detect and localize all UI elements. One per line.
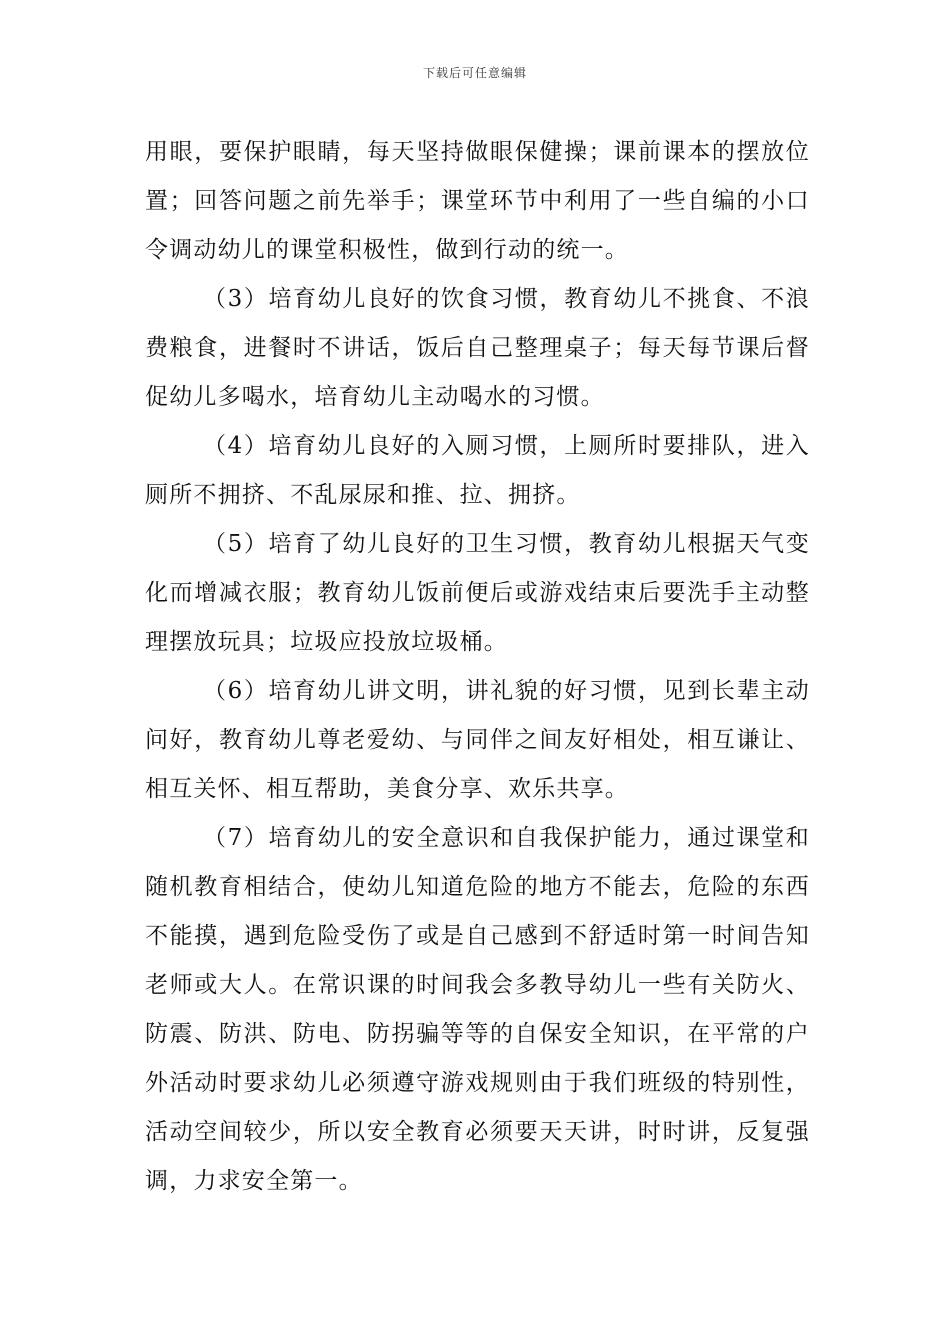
document-body [145,128,810,1206]
paragraph-item-6: （6）培育幼儿讲文明，讲礼貌的好习惯，见到长辈主动问好，教育幼儿尊老爱幼、与同伴之间友好相处，相互谦让、相互关怀、相互帮助，美食分享、欢乐共享。 [145,678,810,802]
paragraph-item-5: （5）培育了幼儿良好的卫生习惯，教育幼儿根据天气变化而增减衣服；教育幼儿饭前便后或游戏结束后要洗手主动整理摆放玩具；垃圾应投放垃圾桶。 [145,531,810,655]
paragraph-continuation: 用眼，要保护眼睛，每天坚持做眼保健操；课前课本的摆放位置；回答问题之前先举手；课堂环节中利用了一些自编的小口令调动幼儿的课堂积极性，做到行动的统一。 [145,139,810,263]
header-note: 下载后可任意编辑 [422,66,527,80]
paragraph-item-7: （7）培育幼儿的安全意识和自我保护能力，通过课堂和随机教育相结合，使幼儿知道危险的地方不能去，危险的东西不能摸，遇到危险受伤了或是自己感到不舒适时第一时间告知老师或大人。在常识课的时间我会多教导幼儿一些有关防火、防震、防洪、防电、防拐骗等等的自保安全知识，在平常的户外活动时要求幼儿必须遵守游戏规则由于我们班级的特别性，活动空间较少，所以安全教育必须要天天讲，时时讲，反复强调，力求安全第一。 [145,825,810,1194]
paragraph-item-3: （3）培育幼儿良好的饮食习惯，教育幼儿不挑食、不浪费粮食，进餐时不讲话，饭后自己整理桌子；每天每节课后督促幼儿多喝水，培育幼儿主动喝水的习惯。 [145,286,810,410]
paragraph-item-4: （4）培育幼儿良好的入厕习惯，上厕所时要排队，进入厕所不拥挤、不乱尿尿和推、拉、拥挤。 [145,433,810,508]
